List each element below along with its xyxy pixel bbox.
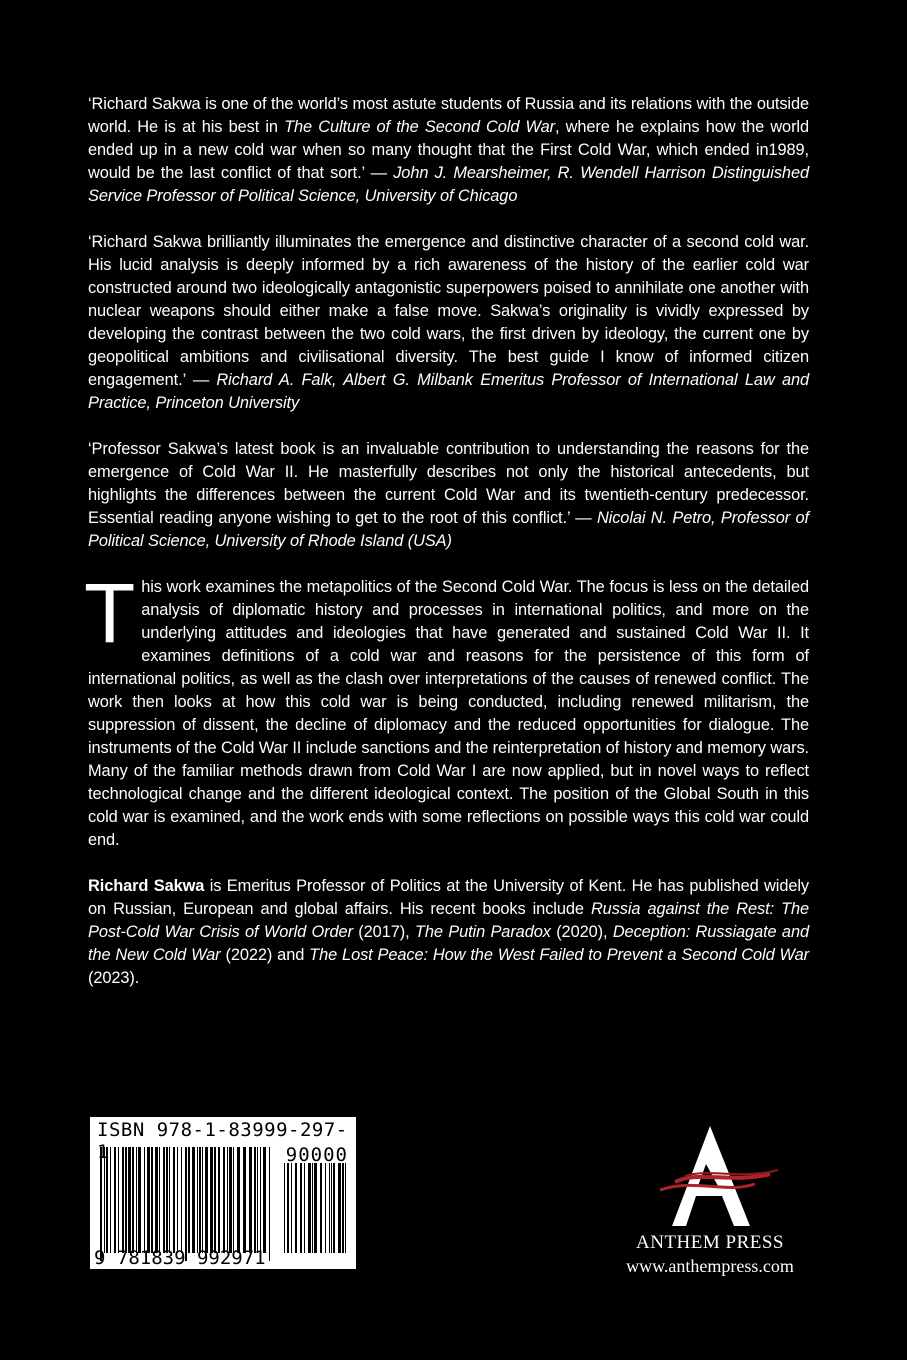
ean-number: 9 781839 992971	[94, 1247, 266, 1269]
italic-text: Nicolai N. Petro, Professor of Political Science, University of Rhode Island (USA)	[88, 509, 809, 550]
price-addon: 90000	[285, 1144, 348, 1166]
addon-bar	[304, 1163, 305, 1253]
barcode-bar	[269, 1147, 270, 1261]
text-segment: (2023).	[88, 969, 140, 987]
addon-bar	[333, 1163, 335, 1253]
addon-bar	[308, 1163, 311, 1253]
endorsement-quote	[88, 438, 809, 553]
text-segment: his work examines the metapolitics of the Second Cold War. The focus is less on the detailed analysis of diplomatic history and processes in international politics, and more on the underlying attitudes and ideologies that have generated and sustained Cold War II. It examines definitions of a cold war and reasons for the persistence of this form of international politics, as well as the clash over interpretations of the causes of renewed conflict. The work then looks at how this cold war is being conducted, including renewed militarism, the suppression of dissent, the decline of diplomacy and the reduced opportunities for dialogue. The instruments of the Cold War II include sanctions and the reinterpretation of history and memory wars. Many of the familiar methods drawn from Cold War I are now applied, but in novel ways to reflect technological change and the different ideological context. The position of the Global South in this cold war is examined, and the work ends with some reflections on possible ways this cold war could end.	[88, 578, 809, 849]
text-segment: ‘Richard Sakwa is one of the world’s most astute students of Russia and its relations with the outside world. He is at his best in	[88, 95, 809, 136]
italic-text: Deception: Russiagate and the New Cold War	[88, 923, 809, 964]
book-description	[84, 566, 809, 852]
addon-bar	[284, 1163, 285, 1253]
back-cover-text	[84, 93, 810, 1013]
publisher-name: ANTHEM PRESS	[636, 1232, 784, 1253]
text-segment: , where he explains how the world ended up in a new cold war when so many thought that the First Cold War, which ended in1989, would be the last conflict of that sort.’ —	[88, 118, 809, 182]
addon-bar	[291, 1163, 292, 1253]
barcode-bar	[185, 1147, 187, 1261]
isbn-barcode	[90, 1117, 356, 1269]
italic-text: The Culture of the Second Cold War	[284, 118, 555, 136]
barcode-bar	[100, 1147, 102, 1261]
text-segment: (2020),	[550, 923, 613, 941]
italic-text: Richard A. Falk, Albert G. Milbank Emeritus Professor of International Law and Practice, Princeton University	[88, 371, 810, 412]
addon-bar	[329, 1163, 330, 1253]
italic-text: The Putin Paradox	[414, 923, 551, 941]
text-segment: (2022) and	[220, 946, 310, 964]
author-bio	[88, 875, 809, 990]
addon-bar	[331, 1163, 332, 1253]
anthem-a-logo-icon	[600, 1120, 820, 1232]
isbn-label: ISBN 978-1-83999-297-1	[97, 1119, 348, 1163]
text-segment: is Emeritus Professor of Politics at the University of Kent. He has published widely on Russian, European and global affairs. His recent books include	[88, 877, 809, 918]
addon-bar	[300, 1163, 302, 1253]
addon-bar	[314, 1163, 317, 1253]
italic-text: The Lost Peace: How the West Failed to Prevent a Second Cold War	[309, 946, 809, 964]
addon-bar	[325, 1163, 326, 1253]
addon-bar	[287, 1163, 289, 1253]
italic-text: John J. Mearsheimer, R. Wendell Harrison Distinguished Service Professor of Political Science, University of Chicago	[88, 164, 809, 205]
addon-bar	[345, 1163, 346, 1253]
addon-bar	[342, 1163, 344, 1253]
endorsement-quote	[88, 93, 809, 208]
italic-text: Russia against the Rest: The Post-Cold War Crisis of World Order	[88, 900, 809, 941]
text-segment: ‘Professor Sakwa’s latest book is an invaluable contribution to understanding the reasons for the emergence of Cold War II. He masterfully describes not only the historical antecedents, but highlights the differences between the current Cold War and its twentieth-century predecessor. Essential reading anyone wishing to get to the root of this conflict.’ —	[88, 440, 809, 527]
addon-bar	[312, 1163, 313, 1253]
addon-bar	[320, 1163, 322, 1253]
drop-cap: T	[84, 566, 136, 660]
text-segment: ‘Richard Sakwa brilliantly illuminates the emergence and distinctive character of a second cold war. His lucid analysis is deeply informed by a rich awareness of the history of the earlier cold war constructed around two ideologically antagonistic superpowers poised to annihilate one another with nuclear weapons should either make a false move. Sakwa’s originality is vividly expressed by developing the contrast between the two cold wars, the first driven by ideology, the current one by geopolitical ambitions and civilisational diversity. The best guide I know of informed citizen engagement.’ —	[88, 233, 809, 389]
addon-bar	[295, 1163, 297, 1253]
publisher-url[interactable]: www.anthempress.com	[626, 1256, 794, 1276]
text-segment: (2017),	[352, 923, 415, 941]
publisher-logo	[600, 1120, 820, 1277]
endorsement-quote	[88, 231, 809, 415]
bold-text: Richard Sakwa	[88, 877, 205, 895]
addon-bar	[338, 1163, 341, 1253]
